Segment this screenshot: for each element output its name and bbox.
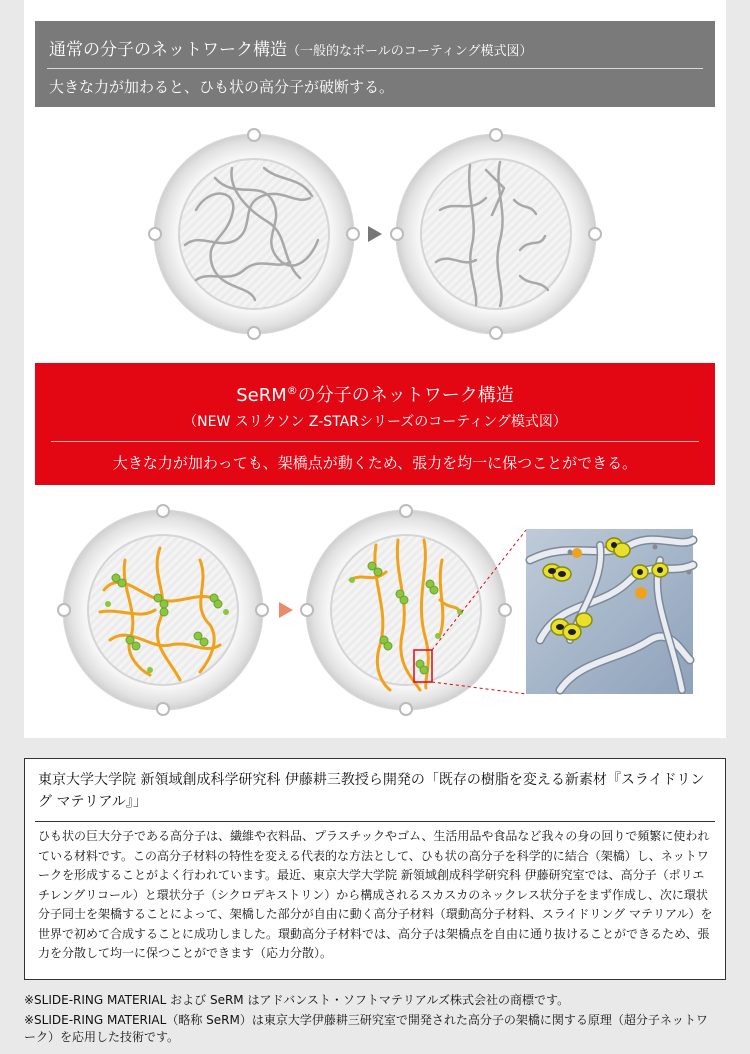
- serm-ball-after: [301, 505, 511, 715]
- research-body: ひも状の巨大分子である高分子は、繊維や衣料品、プラスチックやゴム、生活用品や食品など我々の身の回りで頻繁に使われている材料です。この高分子材料の特性を変える代表的な方法として、ひも状の高分子を科学的に結合（架橋）し、ネットワークを形成することがよく行われています。最近、東京大学大学院 新領域創成科学研究科 伊藤研究室では、高分子（ポリエチレングリコール）と環状分子（シクロデキストリン）から構成されるスカスカのネックレス状分子をまず作成し、次に環状分子同士を架橋することによって、架橋した部分が自由に動く高分子材料（環動高分子材料、スライドリング マテリアル）を世界で初めて合成することに成功しました。環動高分子材料では、高分子は架橋点を自由に通り抜けることができるため、張力を分散して均一に保つことができます（応力分散）。: [38, 829, 713, 960]
- normal-ball-before: [149, 129, 359, 339]
- divider: [51, 441, 699, 442]
- research-info-box: [24, 758, 726, 980]
- serm-network-title: SeRM®の分子のネットワーク構造: [236, 384, 514, 406]
- research-heading: 東京大学大学院 新領域創成科学研究科 伊藤耕三教授ら開発の「既存の樹脂を変える新素材『スライドリング マテリアル』」: [38, 772, 705, 810]
- divider: [35, 821, 715, 822]
- serm-ball-before: [58, 505, 268, 715]
- normal-network-title: 通常の分子のネットワーク構造（一般的なボールのコーティング模式図）: [49, 40, 533, 60]
- zoomed-molecule-image: [526, 529, 693, 694]
- normal-network-subtitle: （一般的なボールのコーティング模式図）: [287, 44, 533, 59]
- arrow-right-icon: [279, 602, 293, 618]
- normal-ball-after: [391, 129, 601, 339]
- serm-network-subtitle: （NEW スリクソン Z-STARシリーズのコーティング模式図）: [183, 414, 567, 430]
- normal-network-caption: 大きな力が加わると、ひも状の高分子が破断する。: [49, 78, 395, 96]
- trademark-note: ※SLIDE-RING MATERIAL および SeRM はアドバンスト・ソフトマテリアルズ株式会社の商標です。: [24, 993, 570, 1007]
- arrow-right-icon: [368, 226, 382, 242]
- serm-network-banner: [35, 363, 715, 485]
- serm-network-caption: 大きな力が加わっても、架橋点が動くため、張力を均一に保つことができる。: [112, 454, 638, 472]
- technology-note: ※SLIDE-RING MATERIAL（略称 SeRM）は東京大学伊藤耕三研究室で開発された高分子の架橋に関する原理（超分子ネットワーク）を応用した技術です。: [24, 1013, 708, 1044]
